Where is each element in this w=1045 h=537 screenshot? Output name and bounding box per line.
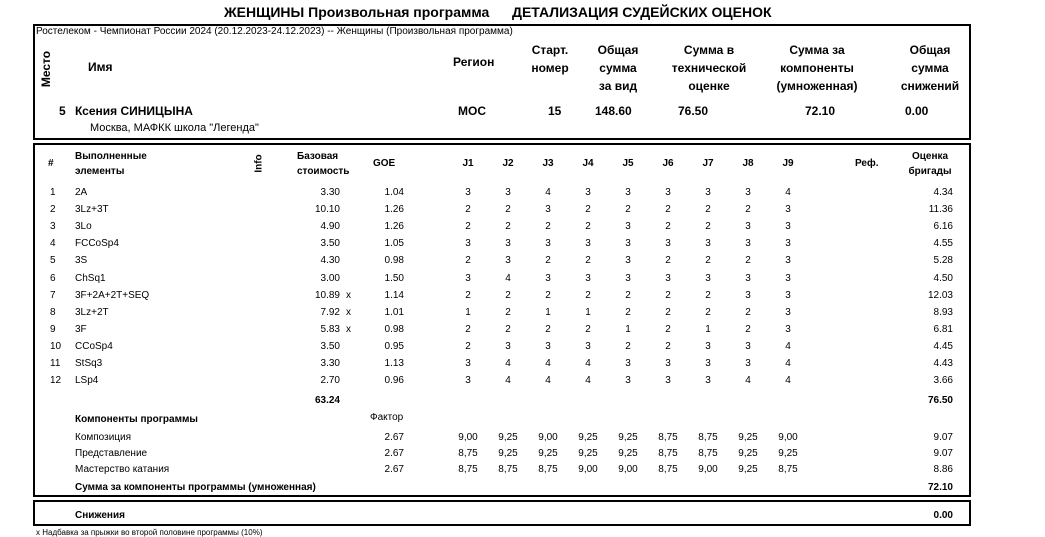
component-judge-score: 8,75 [658,464,678,475]
skater-name: Ксения СИНИЦЫНА [75,104,193,118]
judge-score: 3 [785,272,791,284]
factor-header: Фактор [370,412,404,423]
component-judge-score: 9,00 [538,432,558,443]
judge-score: 2 [705,221,711,233]
component-judge-score: 9,25 [498,432,518,443]
judge-score: 2 [465,221,471,233]
judge-score: 3 [505,255,511,267]
element-panel-score: 4.50 [933,272,953,284]
judge-score: 3 [745,272,751,284]
judge-score: 2 [745,323,751,335]
element-info: x [346,323,351,335]
component-factor: 2.67 [384,432,404,443]
component-score: 9.07 [933,448,953,459]
judge-score: 3 [785,306,791,318]
judge-score: 4 [785,187,791,198]
element-goe: 0.98 [384,255,404,267]
judge-header: J7 [702,158,714,169]
judge-score: 3 [665,375,671,387]
skater-tech: 76.50 [678,104,709,118]
component-judge-score: 9,25 [738,448,758,459]
component-name: Мастерство катания [75,464,170,475]
judge-score: 3 [505,340,511,352]
judge-score: 3 [665,238,671,250]
element-panel-score: 6.81 [933,323,953,335]
component-judge-score: 8,75 [458,448,478,459]
judge-score: 2 [625,289,631,301]
deductions-box [33,500,971,526]
judge-score: 3 [625,358,631,369]
judge-header: J4 [582,158,594,169]
element-panel-score: 4.43 [933,358,953,369]
judge-score: 2 [705,255,711,267]
judge-score: 1 [625,323,631,335]
element-info: x [346,306,351,318]
report-title: ДЕТАЛИЗАЦИЯ СУДЕЙСКИХ ОЦЕНОК [512,4,772,20]
component-name: Композиция [75,432,132,443]
element-goe: 1.13 [384,358,404,369]
judge-header: J5 [622,158,634,169]
judge-score: 3 [705,340,711,352]
component-judge-score: 9,25 [738,464,758,475]
judge-score: 3 [545,340,551,352]
info-header: Info [253,154,265,173]
deductions-label: Снижения [75,510,125,521]
component-judge-score: 8,75 [498,464,518,475]
component-judge-score: 8,75 [658,448,678,459]
judge-score: 3 [505,238,511,250]
components-title: Компоненты программы [75,414,198,425]
element-panel-score: 4.34 [933,187,953,198]
element-code: LSp4 [75,375,99,387]
judge-score: 3 [465,187,471,198]
element-base: 10.10 [314,204,340,216]
judge-score: 2 [465,204,471,216]
component-judge-score: 9,25 [578,432,598,443]
judge-score: 3 [745,187,751,198]
element-number: 12 [50,375,62,387]
element-info: x [346,289,351,301]
judge-score: 2 [465,255,471,267]
judge-score: 3 [545,238,551,250]
judge-score: 1 [465,306,471,318]
judge-header: J3 [542,158,554,169]
element-panel-score: 6.16 [933,221,953,233]
judge-score: 3 [625,221,631,233]
element-code: 3Lz+3T [75,204,109,216]
element-number: 7 [50,289,56,301]
judge-score: 3 [785,204,791,216]
element-panel-score: 5.28 [933,255,953,267]
judge-score: 2 [545,255,551,267]
ref-header: Реф. [855,158,879,169]
component-judge-score: 9,25 [538,448,558,459]
component-judge-score: 9,25 [578,448,598,459]
judge-score: 2 [705,204,711,216]
judge-score: 3 [585,238,591,250]
base-total: 63.24 [314,395,340,406]
judge-score: 1 [545,306,551,318]
element-number: 8 [50,306,56,318]
tech-total: 76.50 [927,395,953,406]
component-factor: 2.67 [384,448,404,459]
element-base: 4.30 [320,255,340,267]
component-score: 9.07 [933,432,953,443]
judge-score: 3 [585,340,591,352]
judge-score: 3 [785,255,791,267]
element-goe: 1.05 [384,238,404,250]
judge-score: 4 [545,375,551,387]
judge-score: 2 [585,255,591,267]
judge-score: 3 [785,289,791,301]
skater-region: МОС [458,104,486,118]
component-judge-score: 8,75 [658,432,678,443]
judge-score: 3 [705,358,711,369]
judge-score: 4 [585,358,591,369]
judge-score: 3 [665,272,671,284]
judge-header: J1 [462,158,474,169]
skater-pcs: 72.10 [805,104,836,118]
element-base: 7.92 [320,306,340,318]
component-judge-score: 9,00 [778,432,798,443]
judge-score: 2 [505,221,511,233]
judge-score: 2 [505,204,511,216]
element-code: FCCoSp4 [75,238,119,250]
element-code: 3F+2A+2T+SEQ [75,289,150,301]
element-code: 3Lz+2T [75,306,109,318]
judge-score: 4 [785,358,791,369]
element-goe: 1.50 [384,272,404,284]
judge-header: J8 [742,158,754,169]
judge-score: 4 [505,272,511,284]
judge-score: 2 [665,323,671,335]
element-number: 10 [50,340,62,352]
judge-score: 3 [625,272,631,284]
judge-score: 3 [665,358,671,369]
element-goe: 0.96 [384,375,404,387]
judge-score: 2 [585,323,591,335]
element-number: 4 [50,238,56,250]
element-code: StSq3 [75,358,103,369]
event-line: Ростелеком - Чемпионат России 2024 (20.12.2023-24.12.2023) -- Женщины (Произвольная программа) [36,26,513,37]
judge-score: 2 [705,306,711,318]
judge-score: 3 [465,358,471,369]
judge-score: 2 [545,221,551,233]
judge-score: 2 [625,204,631,216]
element-base: 2.70 [320,375,340,387]
component-judge-score: 9,25 [778,448,798,459]
judge-score: 3 [785,238,791,250]
component-judge-score: 9,00 [458,432,478,443]
num-header: # [48,158,54,169]
judge-score: 3 [705,375,711,387]
element-number: 1 [50,187,56,198]
judge-score: 2 [465,289,471,301]
skater-deductions: 0.00 [905,104,929,118]
element-number: 11 [50,358,61,369]
element-goe: 1.14 [384,289,404,301]
element-code: ChSq1 [75,272,106,284]
region-header: Регион [453,55,495,69]
component-judge-score: 8,75 [778,464,798,475]
judge-score: 3 [505,187,511,198]
judge-score: 4 [745,375,751,387]
judge-score: 2 [625,340,631,352]
judge-score: 4 [505,358,511,369]
element-panel-score: 11.36 [928,204,953,216]
element-goe: 1.01 [384,306,404,318]
element-code: 3Lo [75,221,92,233]
judge-score: 2 [745,255,751,267]
judge-score: 2 [665,221,671,233]
judge-score: 3 [465,375,471,387]
component-judge-score: 9,00 [618,464,638,475]
place-header: Место [39,50,53,88]
judge-score: 3 [785,323,791,335]
judge-score: 1 [585,306,591,318]
skater-total: 148.60 [595,104,632,118]
footnote: x Надбавка за прыжки во второй половине программы (10%) [36,528,263,537]
element-base: 5.83 [320,323,340,335]
score-header: Оценка бригады [908,151,952,177]
component-judge-score: 8,75 [538,464,558,475]
pcs-header: Сумма за компоненты (умноженная) [776,43,858,93]
judge-score: 3 [625,238,631,250]
judge-header: J2 [502,158,514,169]
element-goe: 1.26 [384,204,404,216]
component-judge-score: 9,00 [578,464,598,475]
element-base: 3.50 [320,238,340,250]
judge-score: 3 [585,187,591,198]
components-sum: 72.10 [927,482,953,493]
element-panel-score: 4.55 [933,238,953,250]
judge-score: 3 [745,238,751,250]
judge-score: 2 [665,204,671,216]
element-code: CCoSp4 [75,340,113,352]
element-goe: 0.95 [384,340,404,352]
judge-score: 2 [585,289,591,301]
judge-score: 2 [705,289,711,301]
judge-score: 3 [705,187,711,198]
element-number: 2 [50,204,56,216]
judge-score: 3 [545,204,551,216]
element-base: 3.30 [320,358,340,369]
element-base: 3.50 [320,340,340,352]
judge-score: 2 [625,306,631,318]
component-judge-score: 8,75 [698,432,718,443]
judge-score: 3 [625,375,631,387]
judge-score: 4 [585,375,591,387]
total-header: Общая сумма за вид [597,43,639,93]
judge-score: 2 [665,289,671,301]
judge-score: 2 [545,323,551,335]
element-goe: 0.98 [384,323,404,335]
tech-header: Сумма в технической оценке [671,43,747,93]
judge-score: 2 [465,323,471,335]
elements-header: Выполненные элементы [75,151,147,177]
component-factor: 2.67 [384,464,404,475]
judge-score: 3 [745,289,751,301]
judge-score: 3 [465,272,471,284]
judge-score: 3 [665,187,671,198]
judge-score: 2 [585,221,591,233]
component-name: Представление [75,448,148,459]
element-panel-score: 8.93 [933,306,953,318]
element-number: 9 [50,323,56,335]
name-header: Имя [88,60,113,74]
element-base: 4.90 [320,221,340,233]
element-goe: 1.26 [384,221,404,233]
judge-score: 2 [505,289,511,301]
judge-score: 2 [505,306,511,318]
element-panel-score: 3.66 [933,375,953,387]
component-judge-score: 9,25 [738,432,758,443]
judge-score: 3 [585,272,591,284]
judge-score: 3 [465,238,471,250]
base-header: Базовая стоимость [297,151,350,177]
deductions-value: 0.00 [933,510,953,521]
judge-score: 2 [545,289,551,301]
component-judge-score: 9,25 [498,448,518,459]
judge-score: 3 [745,221,751,233]
judge-score: 3 [545,272,551,284]
element-goe: 1.04 [384,187,404,198]
element-code: 2A [75,187,88,198]
judge-score: 4 [505,375,511,387]
judge-score: 2 [505,323,511,335]
element-base: 10.89 [314,289,340,301]
judge-score: 2 [665,340,671,352]
element-number: 3 [50,221,56,233]
judge-score: 4 [785,340,791,352]
judge-score: 3 [705,238,711,250]
component-judge-score: 9,00 [698,464,718,475]
judge-score: 4 [785,375,791,387]
judge-score: 3 [705,272,711,284]
judge-score: 2 [465,340,471,352]
element-number: 6 [50,272,56,284]
component-judge-score: 8,75 [458,464,478,475]
judge-score: 3 [625,187,631,198]
component-judge-score: 9,25 [618,448,638,459]
judge-score: 3 [785,221,791,233]
component-judge-score: 9,25 [618,432,638,443]
component-judge-score: 8,75 [698,448,718,459]
program-title: ЖЕНЩИНЫ Произвольная программа [224,4,490,20]
element-number: 5 [50,255,56,267]
start-header: Старт. номер [531,43,569,75]
judge-score: 3 [745,340,751,352]
judge-score: 1 [705,323,711,335]
skater-start: 15 [548,104,562,118]
element-panel-score: 4.45 [933,340,953,352]
element-base: 3.00 [320,272,340,284]
element-panel-score: 12.03 [927,289,953,301]
skater-club: Москва, МАФКК школа "Легенда" [90,122,259,134]
judge-score: 3 [745,358,751,369]
judge-score: 2 [585,204,591,216]
judge-score: 2 [665,306,671,318]
element-base: 3.30 [320,187,340,198]
goe-header: GOE [373,158,396,169]
element-code: 3F [75,323,87,335]
judge-score: 4 [545,187,551,198]
judge-score: 2 [745,204,751,216]
deductions-header: Общая сумма снижений [900,43,960,93]
judge-score: 2 [745,306,751,318]
element-code: 3S [75,255,88,267]
judge-score: 3 [625,255,631,267]
judge-score: 2 [665,255,671,267]
judge-header: J9 [782,158,794,169]
judge-header: J6 [662,158,674,169]
component-score: 8.86 [933,464,953,475]
components-sum-label: Сумма за компоненты программы (умноженная) [75,482,316,493]
skater-place: 5 [59,104,66,118]
judge-score: 4 [545,358,551,369]
